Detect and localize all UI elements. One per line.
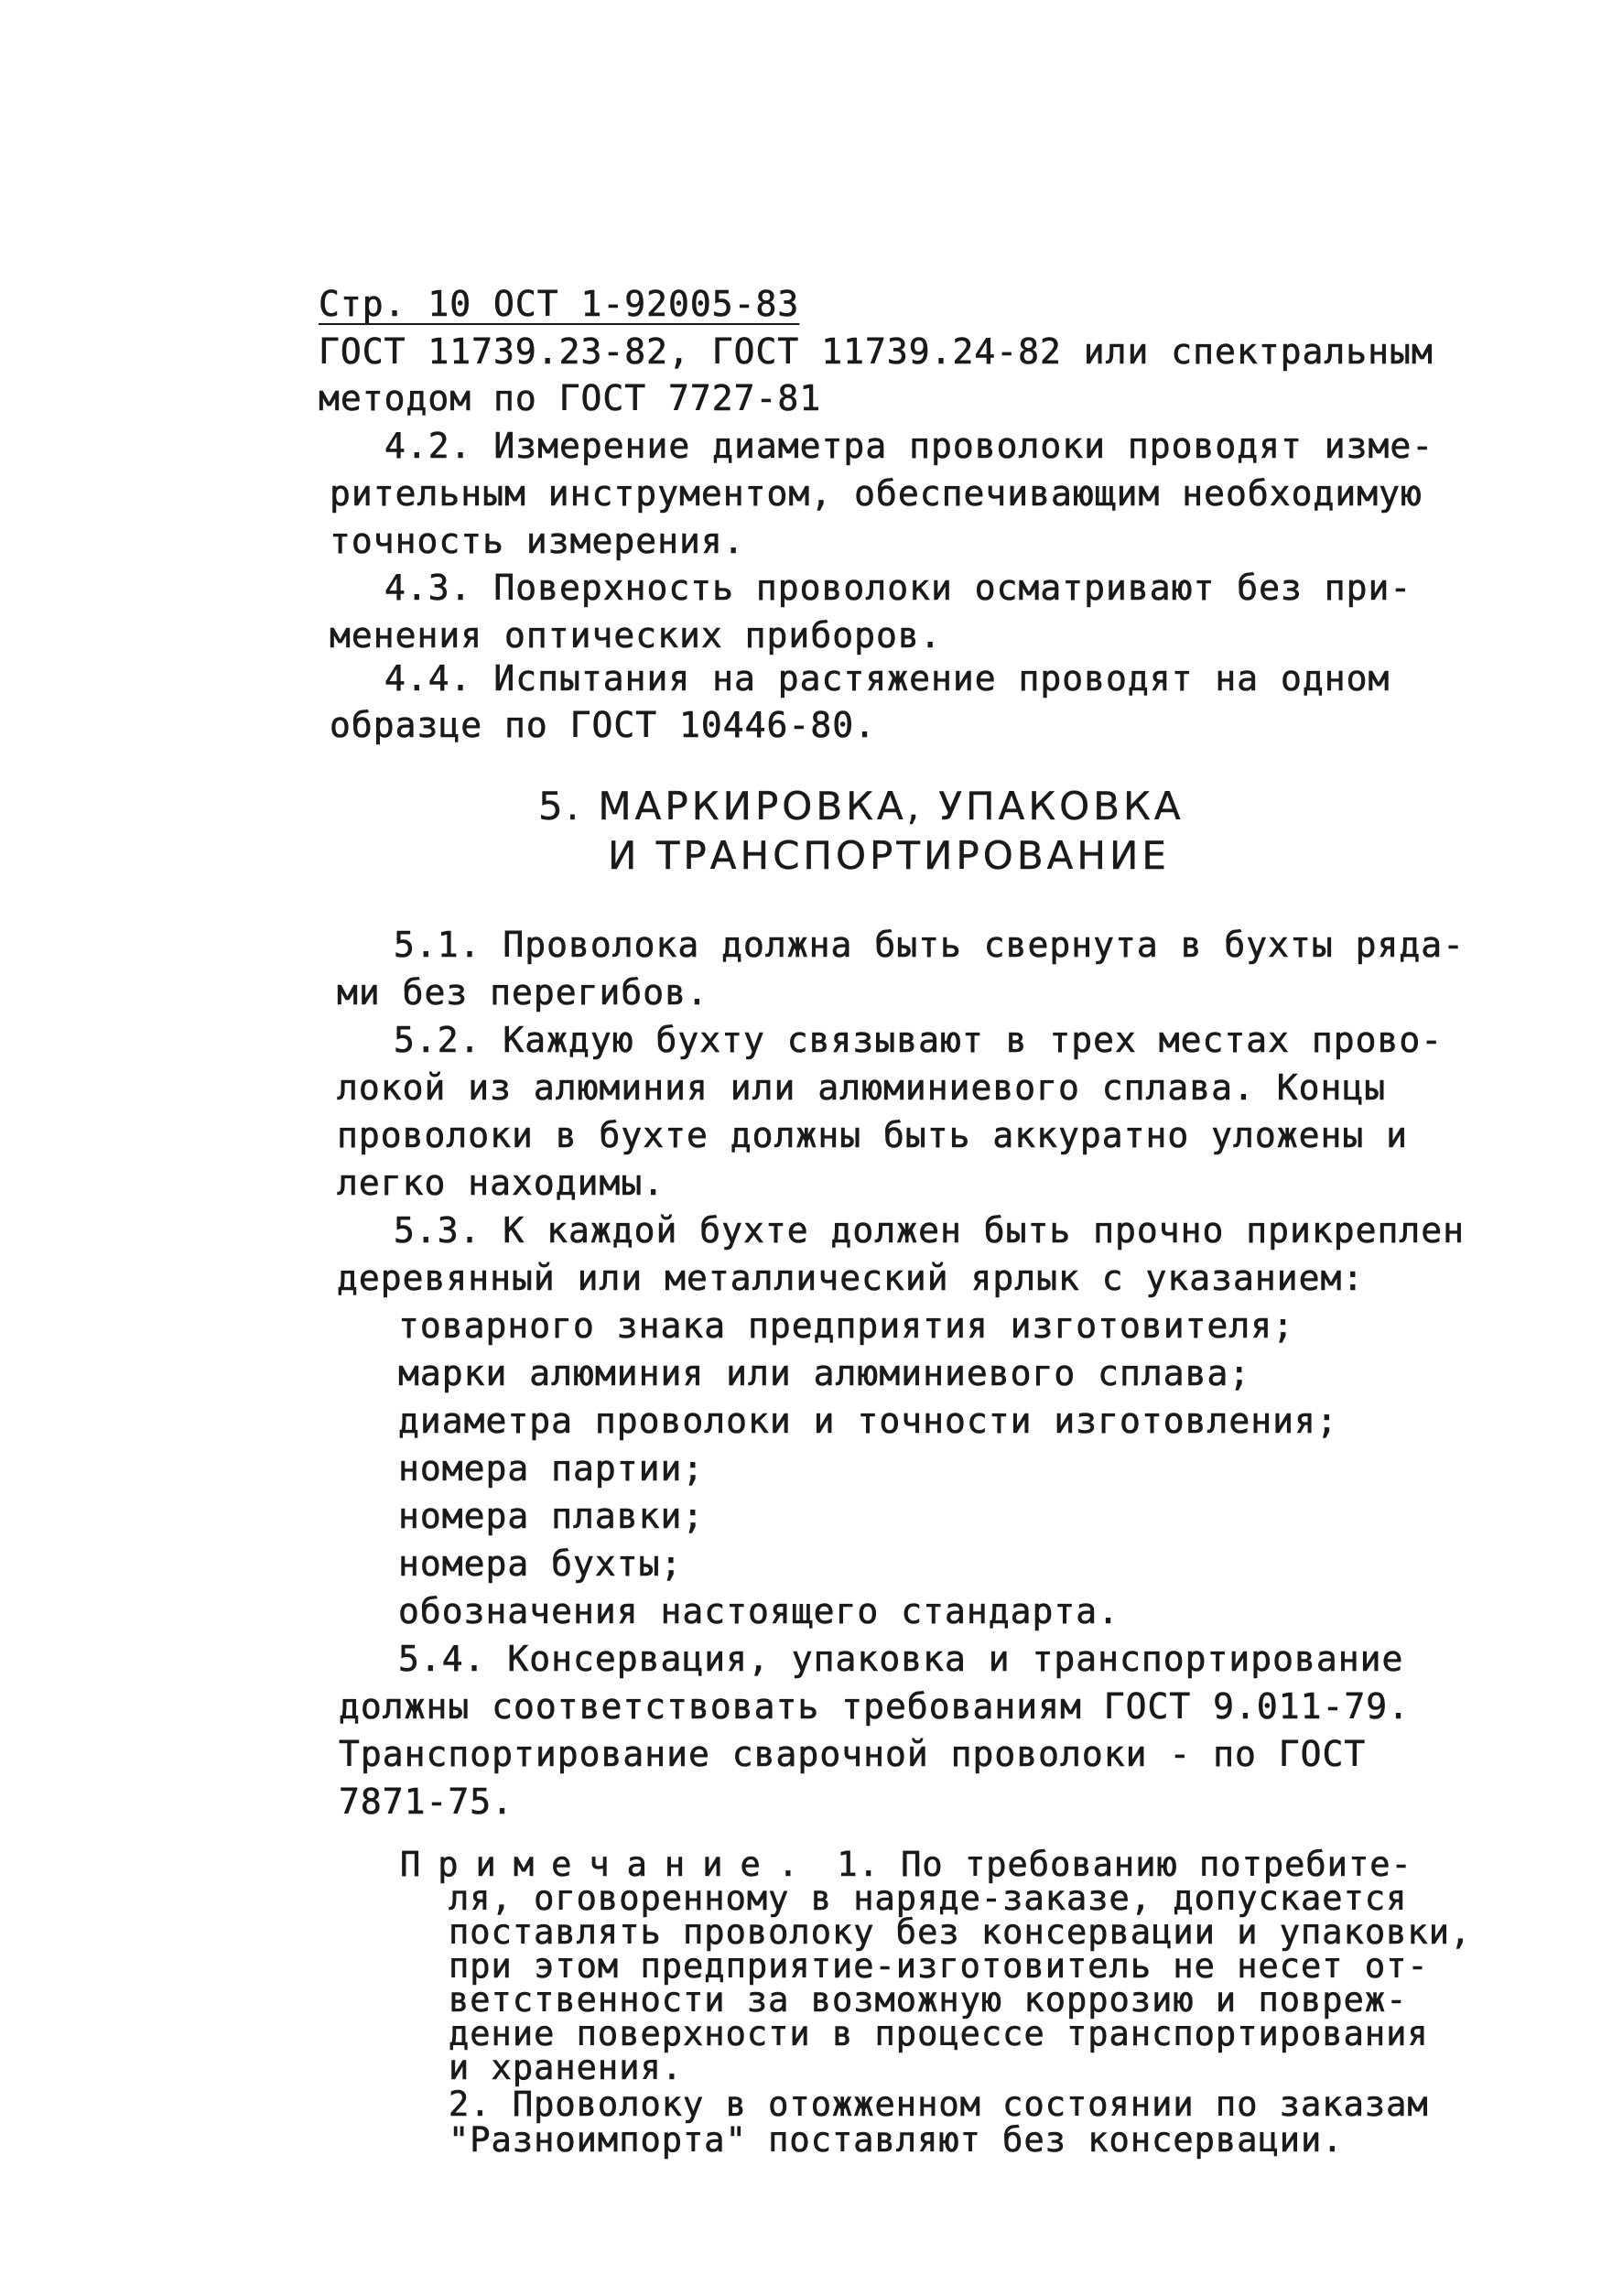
paragraph-4-4-line: 4.4. Испытания на растяжение проводят на одном (384, 658, 1390, 699)
text-line: методом по ГОСТ 7727-81 (319, 378, 822, 418)
note-label: Примечание. (400, 1845, 817, 1884)
paragraph-4-3-line: менения оптических приборов. (330, 615, 942, 655)
paragraph-5-2-line: легко находимы. (337, 1163, 665, 1203)
note-line: при этом предприятие-изготовитель не несет от- (449, 1946, 1429, 1986)
paragraph-4-2-line: 4.2. Измерение диаметра проволоки проводят изме- (384, 426, 1434, 466)
paragraph-4-2-line: рительным инструментом, обеспечивающим необходимую (330, 473, 1423, 514)
list-item: товарного знака предприятия изготовителя; (398, 1305, 1294, 1346)
note-line: и хранения. (449, 2048, 684, 2087)
paragraph-5-4-line: 5.4. Консервация, упаковка и транспортирование (398, 1639, 1404, 1679)
list-item: марки алюминия или алюминиевого сплава; (398, 1353, 1251, 1393)
list-item: номера партии; (398, 1448, 705, 1489)
note-line: 2. Проволоку в отожженном состоянии по заказам (449, 2085, 1429, 2124)
paragraph-4-2-line: точность измерения. (330, 521, 745, 561)
paragraph-4-3-line: 4.3. Поверхность проволоки осматривают без при- (384, 568, 1412, 608)
note-line: "Разноимпорта" поставляют без консервации. (449, 2120, 1344, 2160)
paragraph-5-4-line: Транспортирование сварочной проволоки - по ГОСТ (339, 1734, 1367, 1774)
paragraph-5-2-line: локой из алюминия или алюминиевого сплава. Концы (337, 1067, 1387, 1108)
page-header: Стр. 10 ОСТ 1-92005-83 (319, 284, 800, 324)
paragraph-5-3-line: деревянный или металлический ярлык с указанием: (337, 1258, 1365, 1298)
note-item-1-start: 1. По требованию потребите- (837, 1845, 1412, 1884)
list-item: диаметра проволоки и точности изготовления; (398, 1401, 1338, 1441)
paragraph-5-4-line: 7871-75. (339, 1782, 514, 1822)
paragraph-5-4-line: должны соответствовать требованиям ГОСТ 9.011-79. (339, 1686, 1411, 1727)
section-5-title: И ТРАНСПОРТИРОВАНИЕ (608, 833, 1170, 878)
section-5-title: 5. МАРКИРОВКА, УПАКОВКА (538, 784, 1185, 829)
paragraph-5-2-line: 5.2. Каждую бухту связывают в трех местах прово- (394, 1020, 1444, 1060)
paragraph-5-1-line: 5.1. Проволока должна быть свернута в бухты ряда- (394, 925, 1466, 965)
paragraph-5-2-line: проволоки в бухте должны быть аккуратно уложены и (337, 1115, 1409, 1155)
list-item: номера бухты; (398, 1543, 683, 1584)
note-line: ветственности за возможную коррозию и повреж- (449, 1980, 1408, 2020)
list-item: обозначения настоящего стандарта. (398, 1591, 1120, 1631)
paragraph-4-4-line: образце по ГОСТ 10446-80. (330, 705, 876, 745)
paragraph-5-3-line: 5.3. К каждой бухте должен быть прочно прикреплен (394, 1210, 1466, 1251)
note-first-line (400, 1845, 1412, 1884)
paragraph-5-1-line: ми без перегибов. (337, 972, 709, 1013)
list-item: номера плавки; (398, 1496, 705, 1536)
note-line: ля, оговоренному в наряде-заказе, допускается (449, 1879, 1408, 1918)
note-line: дение поверхности в процессе транспортирования (449, 2014, 1429, 2053)
note-line: поставлять проволоку без консервации и упаковки, (449, 1912, 1472, 1952)
text-line: ГОСТ 11739.23-82, ГОСТ 11739.24-82 или спектральным (319, 331, 1434, 372)
